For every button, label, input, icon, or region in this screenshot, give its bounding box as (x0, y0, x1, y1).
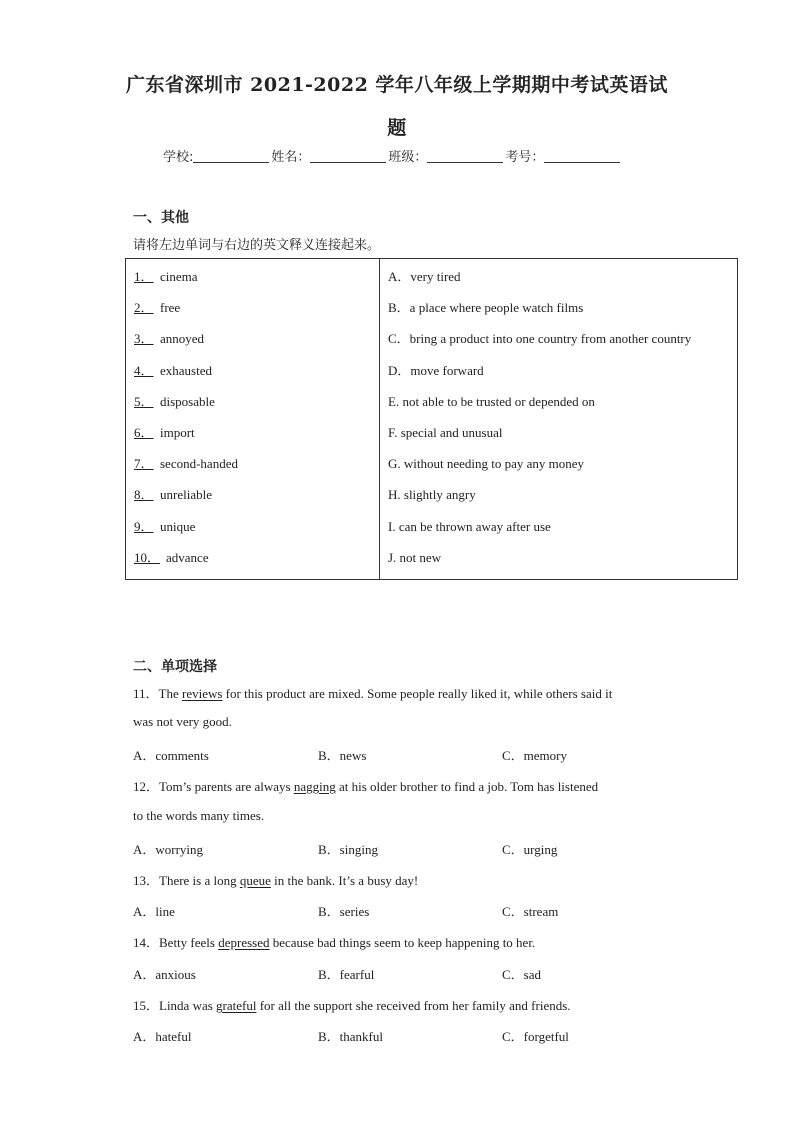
question-11 (133, 683, 612, 702)
item-number: 3． (134, 331, 154, 347)
word-column (126, 259, 380, 580)
word-row (134, 454, 371, 485)
school-label: 学校: (163, 150, 194, 165)
item-word: exhausted (160, 362, 212, 378)
word-row (134, 485, 371, 516)
item-number: 10． (134, 549, 161, 565)
word-row (134, 423, 371, 454)
definition-row: G. without needing to pay any money (388, 456, 585, 472)
option-a[interactable]: A．hateful (133, 1029, 192, 1044)
option-c[interactable]: C．stream (502, 904, 559, 919)
definition-column (380, 259, 738, 580)
name-blank[interactable] (310, 148, 386, 163)
question-14 (133, 932, 535, 951)
definition-row: D．move forward (388, 362, 484, 378)
question-text: in the bank. It’s a busy day! (270, 873, 419, 888)
item-number: 2． (134, 300, 154, 316)
item-number: 5． (134, 393, 154, 409)
question-15 (133, 995, 571, 1014)
option-c[interactable]: C．forgetful (502, 1029, 569, 1044)
class-blank[interactable] (427, 148, 503, 163)
question-text: at his older brother to find a job. Tom has listened (335, 779, 599, 794)
option-c[interactable]: C．memory (502, 748, 567, 763)
item-word: unreliable (160, 487, 212, 503)
option-b[interactable]: B．singing (318, 842, 378, 857)
question-text: 15．Linda was (133, 998, 217, 1013)
question-text: 11．The (133, 686, 182, 701)
question-text: 14．Betty feels (133, 935, 219, 950)
key-word: reviews (181, 686, 223, 701)
option-a[interactable]: A．comments (133, 748, 209, 763)
student-info-line (163, 146, 622, 165)
definition-row: B．a place where people watch films (388, 300, 584, 316)
item-word: annoyed (160, 331, 205, 347)
number-label: 考号： (505, 150, 545, 165)
item-word: free (160, 300, 181, 316)
question-11-continued: was not very good. (133, 714, 232, 729)
question-12-continued: to the words many times. (133, 808, 265, 823)
definition-row: E. not able to be trusted or depended on (388, 393, 595, 409)
definition-row: A．very tired (388, 269, 461, 284)
definition-row: J. not new (388, 549, 442, 565)
word-row (134, 392, 371, 423)
page-title-continued: 题 (387, 117, 407, 139)
question-13 (133, 870, 418, 889)
section-title-single-choice: 二、单项选择 (133, 659, 217, 675)
section-instruction: 请将左边单词与右边的英文释义连接起来。 (133, 238, 381, 253)
definition-row: H. slightly angry (388, 487, 476, 503)
section-title-other: 一、其他 (133, 210, 189, 226)
word-row (134, 361, 371, 392)
item-word: disposable (160, 393, 215, 409)
option-a[interactable]: A．anxious (133, 967, 196, 982)
key-word: depressed (218, 935, 270, 950)
definition-row: C．bring a product into one country from another country (388, 331, 692, 347)
item-number: 6． (134, 424, 154, 440)
option-a[interactable]: A．worrying (133, 842, 204, 857)
option-b[interactable]: B．fearful (318, 967, 375, 982)
item-number: 7． (134, 456, 154, 472)
item-word: import (160, 424, 195, 440)
definition-row: I. can be thrown away after use (388, 518, 551, 534)
question-text: because bad things seem to keep happening to her. (269, 935, 536, 950)
word-row (134, 298, 371, 329)
option-b[interactable]: B．series (318, 904, 370, 919)
option-b[interactable]: B．thankful (318, 1029, 383, 1044)
word-row (134, 329, 371, 360)
option-c[interactable]: C．urging (502, 842, 558, 857)
question-12 (133, 776, 598, 795)
key-word: queue (239, 873, 271, 888)
word-row (134, 548, 371, 579)
item-number: 4． (134, 362, 154, 378)
question-text: for this product are mixed. Some people really liked it, while others said it (222, 686, 613, 701)
key-word: grateful (216, 998, 257, 1013)
option-a[interactable]: A．line (133, 904, 175, 919)
question-text: 12．Tom’s parents are always (133, 779, 294, 794)
definition-row: F. special and unusual (388, 424, 503, 440)
option-b[interactable]: B．news (318, 748, 367, 763)
word-row (134, 267, 371, 298)
item-word: unique (160, 518, 196, 534)
question-text: for all the support she received from her family and friends. (256, 998, 571, 1013)
item-number: 9． (134, 518, 154, 534)
key-word: nagging (293, 779, 336, 794)
word-row (134, 517, 371, 548)
number-blank[interactable] (544, 148, 620, 163)
class-label: 班级： (388, 150, 428, 165)
page-title: 广东省深圳市 2021-2022 学年八年级上学期期中考试英语试 (126, 74, 668, 96)
school-blank[interactable] (193, 148, 269, 163)
item-number: 1． (134, 269, 154, 284)
option-c[interactable]: C．sad (502, 967, 542, 982)
matching-table (125, 258, 738, 580)
item-number: 8． (134, 487, 154, 503)
question-text: 13．There is a long (133, 873, 240, 888)
item-word: second-handed (160, 456, 238, 472)
item-word: advance (166, 549, 209, 565)
name-label: 姓名： (271, 150, 311, 165)
item-word: cinema (160, 269, 198, 284)
